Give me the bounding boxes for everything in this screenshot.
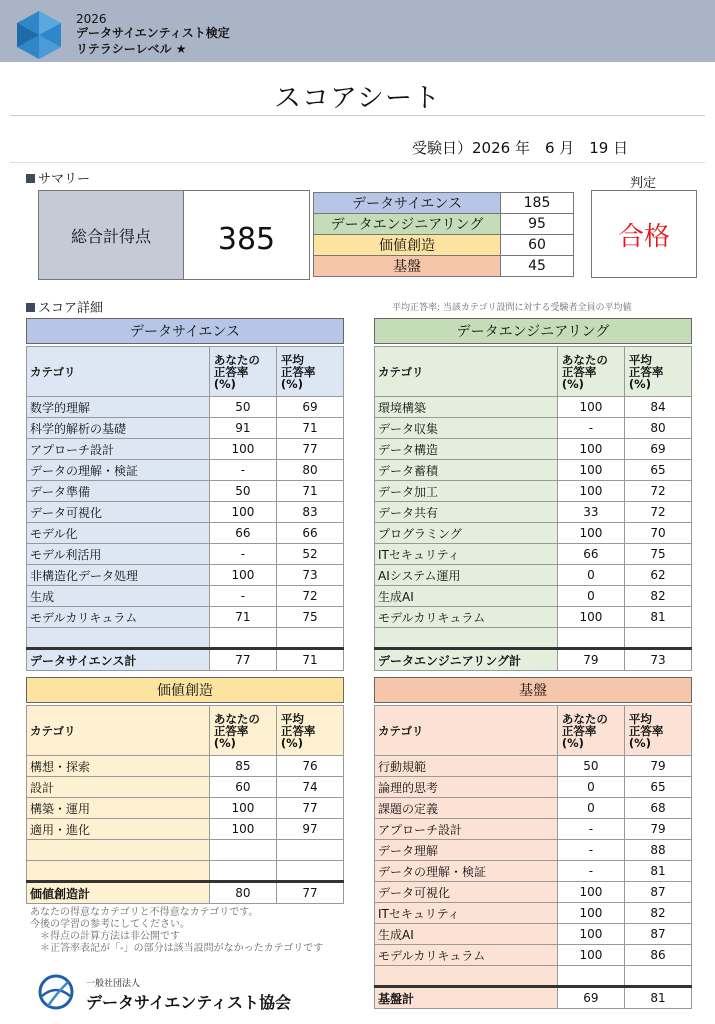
panel-title: 基盤 (374, 677, 692, 703)
category-name: モデルカリキュラム (375, 945, 558, 966)
table-row (27, 586, 344, 607)
table-row (375, 607, 692, 628)
summary-score: 60 (501, 235, 574, 256)
average-note: 平均正答率: 当該カテゴリ設問に対する受験者全員の平均値 (392, 303, 632, 313)
category-name: モデルカリキュラム (27, 607, 210, 628)
header-level: リテラシーレベル ★ (76, 42, 187, 56)
category-name: 構築・運用 (27, 798, 210, 819)
your-rate: 100 (209, 565, 276, 586)
your-rate: 100 (557, 903, 624, 924)
category-name: 科学的解析の基礎 (27, 418, 210, 439)
total-label: 価値創造計 (27, 882, 210, 904)
col-category-header (375, 347, 558, 397)
header-text: カテゴリ (378, 723, 424, 738)
average-rate: 82 (624, 903, 691, 924)
total-row (375, 649, 692, 671)
table-row (27, 418, 344, 439)
your-rate: 0 (557, 565, 624, 586)
table-row (375, 418, 692, 439)
table-row (27, 439, 344, 460)
category-name: データ理解 (375, 840, 558, 861)
score-table (374, 346, 692, 671)
average-rate: 75 (624, 544, 691, 565)
panel-value-creation (26, 677, 344, 904)
date-divider (10, 162, 705, 163)
category-name: アプローチ設計 (375, 819, 558, 840)
average-rate: 80 (624, 418, 691, 439)
category-name: データ収集 (375, 418, 558, 439)
your-rate: 85 (209, 756, 276, 777)
summary-score: 45 (501, 256, 574, 277)
table-header-row (27, 347, 344, 397)
org-name: データサイエンティスト協会 (86, 993, 291, 1012)
category-name: 課題の定義 (375, 798, 558, 819)
category-name: ITセキュリティ (375, 903, 558, 924)
your-rate: 100 (557, 945, 624, 966)
average-rate (624, 628, 691, 649)
average-total-rate: 81 (624, 987, 691, 1009)
org-logo (38, 970, 338, 1015)
your-rate: 0 (557, 586, 624, 607)
your-rate: 0 (557, 777, 624, 798)
category-name: 生成AI (375, 586, 558, 607)
footnote (30, 907, 323, 955)
footnote-line: 今後の学習の参考にしてください。 (30, 919, 190, 930)
category-name: データ加工 (375, 481, 558, 502)
col-yours-header (557, 347, 624, 397)
table-header-row (27, 706, 344, 756)
your-rate: - (557, 840, 624, 861)
average-rate: 71 (276, 481, 343, 502)
average-rate: 62 (624, 565, 691, 586)
average-rate: 88 (624, 840, 691, 861)
your-rate: 100 (557, 523, 624, 544)
your-total-rate: 80 (209, 882, 276, 904)
summary-category: データサイエンス (314, 193, 501, 214)
category-name: 行動規範 (375, 756, 558, 777)
average-rate: 74 (276, 777, 343, 798)
your-rate: 100 (209, 502, 276, 523)
table-row (375, 924, 692, 945)
your-rate: - (557, 819, 624, 840)
your-rate (209, 840, 276, 861)
total-score-label: 総合計得点 (39, 191, 184, 279)
summary-category: 基盤 (314, 256, 501, 277)
header-text: 平均 正答率 (%) (280, 711, 316, 750)
col-average-header (624, 706, 691, 756)
total-score-box (38, 190, 310, 280)
your-rate (209, 861, 276, 882)
average-rate: 72 (624, 502, 691, 523)
average-rate (276, 628, 343, 649)
average-rate (624, 966, 691, 987)
your-total-rate: 69 (557, 987, 624, 1009)
your-rate: 100 (557, 397, 624, 418)
header-text: あなたの 正答率 (%) (561, 711, 608, 750)
table-row (27, 628, 344, 649)
table-row (27, 481, 344, 502)
average-rate: 66 (276, 523, 343, 544)
your-rate: 100 (557, 460, 624, 481)
header-text: あなたの 正答率 (%) (213, 711, 260, 750)
category-name: プログラミング (375, 523, 558, 544)
category-name (27, 861, 210, 882)
table-row (27, 460, 344, 481)
category-name (27, 840, 210, 861)
col-yours-header (209, 706, 276, 756)
header-text: 平均 正答率 (%) (628, 352, 664, 391)
category-name: 適用・進化 (27, 819, 210, 840)
average-rate: 77 (276, 439, 343, 460)
judgement-value: 合格 (617, 221, 670, 252)
summary-table (313, 192, 574, 277)
average-rate: 80 (276, 460, 343, 481)
total-label: データサイエンス計 (27, 649, 210, 671)
average-rate (276, 861, 343, 882)
total-row (375, 987, 692, 1009)
category-name: 論理的思考 (375, 777, 558, 798)
average-rate: 97 (276, 819, 343, 840)
col-yours-header (209, 347, 276, 397)
your-rate: 100 (557, 924, 624, 945)
your-rate: 33 (557, 502, 624, 523)
table-row (375, 882, 692, 903)
globe-logo-icon (38, 974, 74, 1010)
category-name (375, 966, 558, 987)
your-total-rate: 79 (557, 649, 624, 671)
your-rate: 50 (557, 756, 624, 777)
average-rate: 72 (624, 481, 691, 502)
average-rate: 65 (624, 777, 691, 798)
table-row (27, 502, 344, 523)
average-rate: 52 (276, 544, 343, 565)
average-rate: 83 (276, 502, 343, 523)
your-rate: 50 (209, 397, 276, 418)
table-row (375, 903, 692, 924)
average-rate: 70 (624, 523, 691, 544)
summary-category: 価値創造 (314, 235, 501, 256)
average-rate: 69 (624, 439, 691, 460)
category-name: データ準備 (27, 481, 210, 502)
your-rate: 100 (209, 798, 276, 819)
header-text: カテゴリ (378, 364, 424, 379)
table-row (27, 607, 344, 628)
category-name (27, 628, 210, 649)
header-text: 平均 正答率 (%) (628, 711, 664, 750)
table-row (375, 798, 692, 819)
table-row (27, 565, 344, 586)
col-average-header (624, 347, 691, 397)
your-rate: - (557, 418, 624, 439)
panel-title: 価値創造 (26, 677, 344, 703)
your-rate: 0 (557, 798, 624, 819)
panel-title: データサイエンス (26, 318, 344, 344)
footnote-line: ＊正答率表記が「-」の部分は該当設問がなかったカテゴリです (40, 943, 324, 954)
org-type: 一般社団法人 (86, 979, 141, 989)
col-category-header (27, 706, 210, 756)
table-row (375, 460, 692, 481)
category-name: モデルカリキュラム (375, 607, 558, 628)
table-row (375, 586, 692, 607)
header-text: カテゴリ (30, 364, 76, 379)
table-row (375, 628, 692, 649)
your-rate: 91 (209, 418, 276, 439)
average-rate: 71 (276, 418, 343, 439)
your-rate: - (209, 544, 276, 565)
table-row (27, 544, 344, 565)
table-row (27, 861, 344, 882)
panel-foundation (374, 677, 692, 1009)
category-name: データ可視化 (375, 882, 558, 903)
average-rate: 81 (624, 861, 691, 882)
table-row (375, 439, 692, 460)
table-row (375, 756, 692, 777)
summary-section-label: サマリー (26, 168, 90, 187)
your-rate: - (209, 460, 276, 481)
table-row (375, 819, 692, 840)
table-row (375, 966, 692, 987)
category-name: 設計 (27, 777, 210, 798)
average-total-rate: 77 (276, 882, 343, 904)
average-rate: 87 (624, 882, 691, 903)
header-year: 2026 (76, 12, 107, 26)
category-name: ITセキュリティ (375, 544, 558, 565)
total-label: 基盤計 (375, 987, 558, 1009)
category-name: データの理解・検証 (375, 861, 558, 882)
category-name: モデル利活用 (27, 544, 210, 565)
your-rate (557, 628, 624, 649)
category-name: データ共有 (375, 502, 558, 523)
average-rate: 87 (624, 924, 691, 945)
summary-category: データエンジニアリング (314, 214, 501, 235)
average-rate: 84 (624, 397, 691, 418)
table-row (375, 777, 692, 798)
header-text: カテゴリ (30, 723, 76, 738)
header-text: 平均 正答率 (%) (280, 352, 316, 391)
your-rate: - (209, 586, 276, 607)
your-rate (209, 628, 276, 649)
your-rate (557, 966, 624, 987)
average-rate (276, 840, 343, 861)
category-name: 非構造化データ処理 (27, 565, 210, 586)
hexagon-logo-icon (14, 10, 64, 60)
summary-score: 185 (501, 193, 574, 214)
col-category-header (27, 347, 210, 397)
category-name: データ可視化 (27, 502, 210, 523)
table-header-row (375, 347, 692, 397)
summary-row (314, 256, 574, 277)
table-row (375, 861, 692, 882)
total-label: データエンジニアリング計 (375, 649, 558, 671)
category-name: モデル化 (27, 523, 210, 544)
your-rate: 100 (209, 439, 276, 460)
table-row (27, 397, 344, 418)
category-name: データ蓄積 (375, 460, 558, 481)
header-exam: データサイエンティスト検定 (76, 26, 230, 40)
header-bar (0, 0, 715, 62)
category-name: AIシステム運用 (375, 565, 558, 586)
footnote-line: ＊得点の計算方法は非公開です (40, 931, 180, 942)
summary-row (314, 235, 574, 256)
your-total-rate: 77 (209, 649, 276, 671)
table-row (375, 565, 692, 586)
average-rate: 72 (276, 586, 343, 607)
table-row (27, 840, 344, 861)
judgement-box (591, 190, 697, 278)
table-row (27, 777, 344, 798)
category-name: 生成 (27, 586, 210, 607)
average-rate: 79 (624, 756, 691, 777)
header-text: あなたの 正答率 (%) (213, 352, 260, 391)
table-row (375, 840, 692, 861)
panel-data-engineering (374, 318, 692, 671)
summary-score: 95 (501, 214, 574, 235)
your-rate: 66 (557, 544, 624, 565)
col-average-header (276, 706, 343, 756)
table-row (375, 523, 692, 544)
average-rate: 81 (624, 607, 691, 628)
summary-row (314, 214, 574, 235)
average-rate: 77 (276, 798, 343, 819)
total-score-value: 385 (217, 221, 276, 257)
detail-section-label: スコア詳細 (26, 297, 103, 316)
average-rate: 76 (276, 756, 343, 777)
col-category-header (375, 706, 558, 756)
table-row (375, 481, 692, 502)
your-rate: 100 (557, 439, 624, 460)
category-name: 構想・探索 (27, 756, 210, 777)
panel-title: データエンジニアリング (374, 318, 692, 344)
category-name: 数学的理解 (27, 397, 210, 418)
table-row (375, 945, 692, 966)
score-table (374, 705, 692, 1009)
category-name: 生成AI (375, 924, 558, 945)
total-row (27, 649, 344, 671)
score-table (26, 346, 344, 671)
score-table (26, 705, 344, 904)
your-rate: 71 (209, 607, 276, 628)
exam-date: 受験日）2026 年 6 月 19 日 (412, 139, 629, 157)
page-title: スコアシート (274, 83, 441, 114)
average-rate: 79 (624, 819, 691, 840)
your-rate: 60 (209, 777, 276, 798)
category-name: データ構造 (375, 439, 558, 460)
average-rate: 68 (624, 798, 691, 819)
average-rate: 69 (276, 397, 343, 418)
table-row (27, 819, 344, 840)
table-header-row (375, 706, 692, 756)
category-name: データの理解・検証 (27, 460, 210, 481)
summary-row (314, 193, 574, 214)
your-rate: 100 (557, 882, 624, 903)
table-row (375, 544, 692, 565)
category-name: アプローチ設計 (27, 439, 210, 460)
header-text: あなたの 正答率 (%) (561, 352, 608, 391)
table-row (375, 397, 692, 418)
your-rate: 100 (557, 481, 624, 502)
your-rate: 100 (209, 819, 276, 840)
average-total-rate: 71 (276, 649, 343, 671)
average-rate: 73 (276, 565, 343, 586)
average-rate: 86 (624, 945, 691, 966)
total-row (27, 882, 344, 904)
average-rate: 65 (624, 460, 691, 481)
your-rate: 100 (557, 607, 624, 628)
panel-data-science (26, 318, 344, 671)
average-total-rate: 73 (624, 649, 691, 671)
your-rate: 66 (209, 523, 276, 544)
table-row (27, 798, 344, 819)
table-row (375, 502, 692, 523)
judgement-label: 判定 (630, 176, 657, 191)
average-rate: 82 (624, 586, 691, 607)
category-name (375, 628, 558, 649)
table-row (27, 756, 344, 777)
category-name: 環境構築 (375, 397, 558, 418)
title-divider (10, 115, 705, 116)
col-average-header (276, 347, 343, 397)
table-row (27, 523, 344, 544)
your-rate: - (557, 861, 624, 882)
average-rate: 75 (276, 607, 343, 628)
your-rate: 50 (209, 481, 276, 502)
footnote-line: あなたの得意なカテゴリと不得意なカテゴリです。 (30, 907, 259, 918)
col-yours-header (557, 706, 624, 756)
